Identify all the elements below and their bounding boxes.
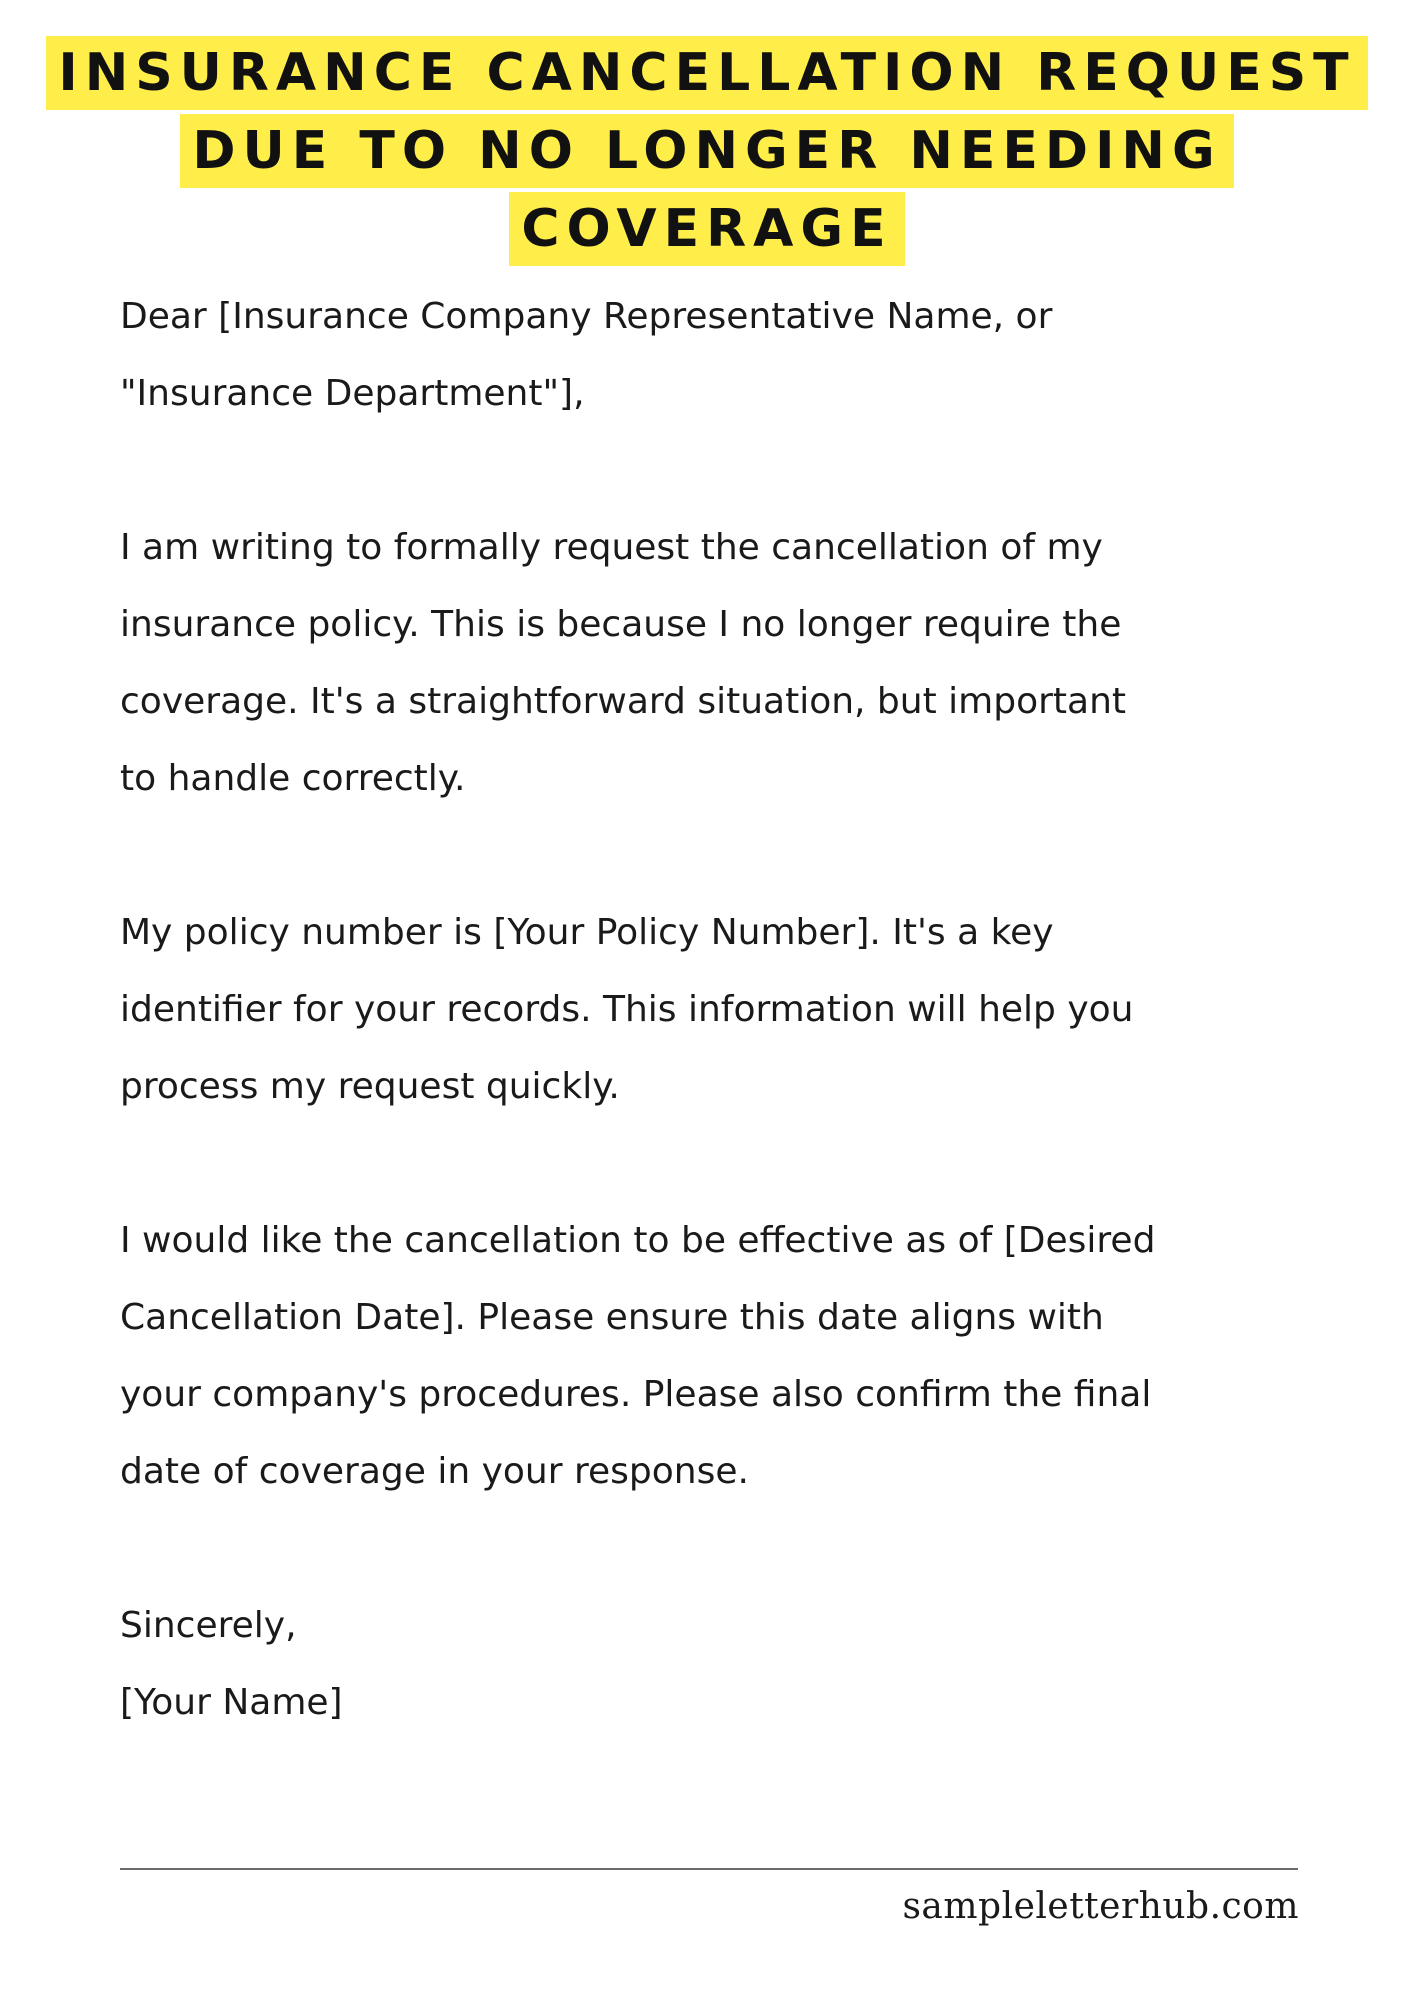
title-line-1: INSURANCE CANCELLATION REQUEST — [46, 36, 1367, 110]
title-line-3: COVERAGE — [509, 192, 904, 266]
title-line-2: DUE TO NO LONGER NEEDING — [180, 114, 1233, 188]
paragraph-policy-number: My policy number is [Your Policy Number]. It's a key identifier for your records. This information will help you process my request quickly. — [120, 912, 1134, 1107]
letter-body — [120, 278, 1360, 1741]
footer-divider — [120, 1868, 1298, 1870]
closing: Sincerely, — [120, 1605, 297, 1646]
signature: [Your Name] — [120, 1682, 343, 1723]
salutation: Dear [Insurance Company Representative Name, or "Insurance Department"], — [120, 296, 1053, 414]
paragraph-intro: I am writing to formally request the cancellation of my insurance policy. This is because I no longer require the coverage. It's a straightforward situation, but important to handle correctly. — [120, 527, 1127, 799]
footer-site-name: sampleletterhub.com — [902, 1886, 1299, 1927]
paragraph-effective-date: I would like the cancellation to be effective as of [Desired Cancellation Date]. Please ensure this date aligns with your company's procedures. Please also confirm the final date of coverage in your response. — [120, 1220, 1156, 1492]
letter-title — [0, 36, 1414, 270]
